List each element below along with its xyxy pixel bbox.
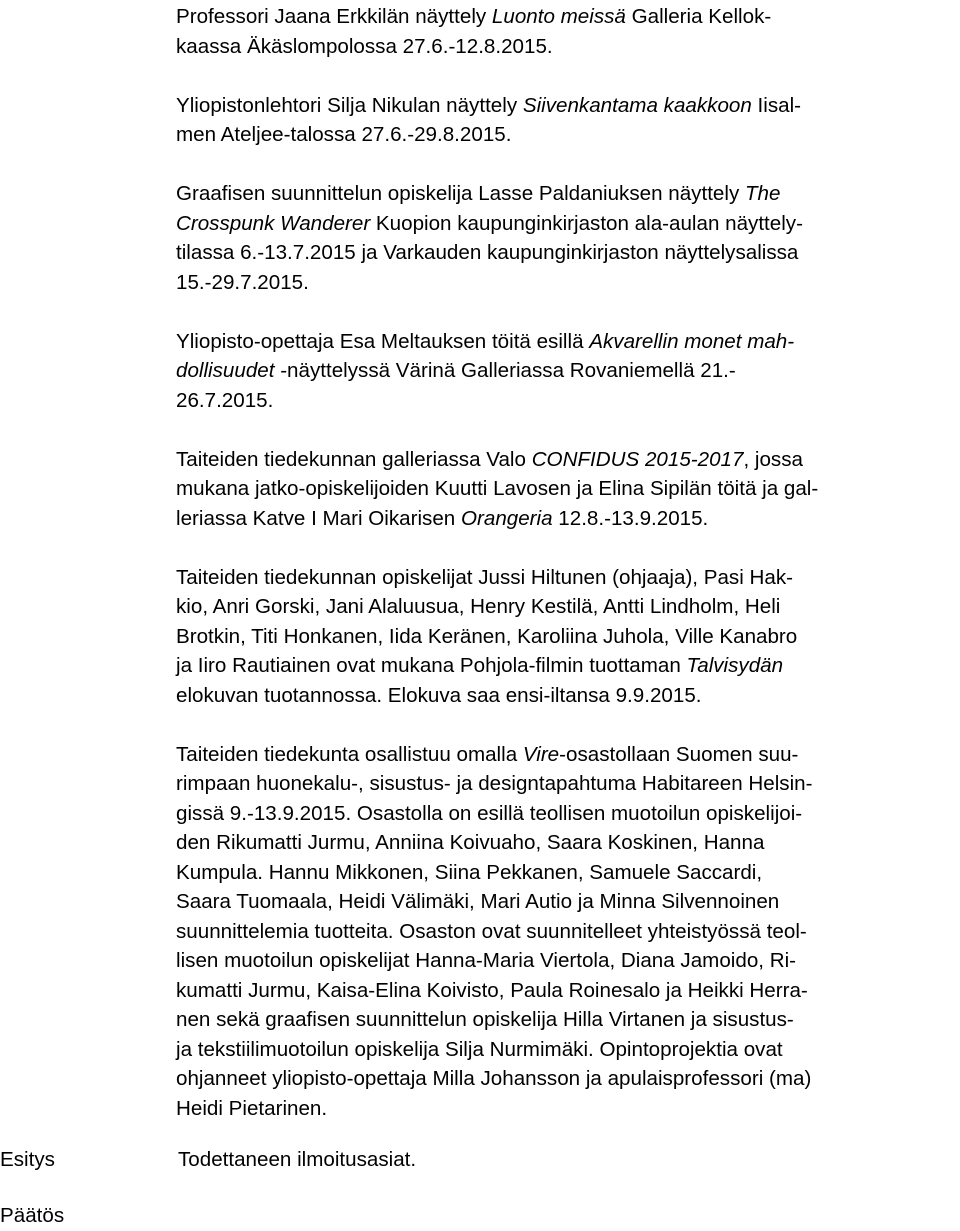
document-body <box>176 2 958 1123</box>
esitys-value: Todettaneen ilmoitusasiat. <box>178 1148 417 1171</box>
paragraph <box>176 445 958 534</box>
paragraph-text: Iisal- men Ateljee-talossa 27.6.-29.8.2015. <box>176 93 802 146</box>
italic-title: Siivenkantama kaakkoon <box>522 93 752 117</box>
italic-title: CONFIDUS 2015-2017 <box>531 447 744 471</box>
italic-title: Talvisydän <box>686 654 784 677</box>
paragraph <box>176 327 958 416</box>
paragraph-text: , jossa mukana jatko-opiskelijoiden Kuutti Lavosen ja Elina Sipilän töitä ja gal- leriassa Katve I Mari Oikarisen <box>176 447 819 530</box>
italic-title: The Crosspunk Wanderer <box>176 182 781 235</box>
paragraph-text: Galleria Kellok- kaassa Äkäslompolossa 27.6.-12.8.2015. <box>176 5 772 58</box>
paragraph <box>176 179 958 297</box>
paragraph-text: -näyttelyssä Värinä Galleriassa Rovaniemellä 21.- 26.7.2015. <box>176 359 736 412</box>
italic-title: Akvarellin monet mah- dollisuudet <box>176 329 795 382</box>
italic-title: Vire <box>522 742 560 766</box>
paragraph-text: Taiteiden tiedekunnan opiskelijat Jussi Hiltunen (ohjaaja), Pasi Hak- kio, Anri Gorski, Jani Alaluusua, Henry Kestilä, Antti Lindholm, Heli Brotkin, Titi Honkanen, Iida Keränen, Karoliina Juhola, Ville Kanabro ja Iiro Rautiainen ovat mukana Pohjola-filmin tuottaman <box>176 565 798 677</box>
italic-title: Orangeria <box>460 506 553 530</box>
paragraph-text: Taiteiden tiedekunta osallistuu omalla <box>176 742 523 766</box>
paragraph-text: Yliopistonlehtori Silja Nikulan näyttely <box>176 93 523 117</box>
paragraph <box>176 91 958 150</box>
paragraph-text: 12.8.-13.9.2015. <box>552 506 709 530</box>
italic-title: Luonto meissä <box>491 5 626 28</box>
paragraph <box>176 2 958 61</box>
paatos-label: Päätös <box>0 1204 65 1227</box>
paragraph-text: Kuopion kaupunginkirjaston ala-aulan näyttely- tilassa 6.-13.7.2015 ja Varkauden kaupunginkirjaston näyttelysalissa 15.-29.7.2015. <box>176 211 803 294</box>
paragraph <box>176 740 958 1124</box>
paragraph-text: -osastollaan Suomen suu- rimpaan huonekalu-, sisustus- ja designtapahtuma Habitareen Helsin- gissä 9.-13.9.2015. Osastolla on esillä teollisen muotoilun opiskelijoi- den Rikumatti Jurmu, Anniina Koivuaho, Saara Koskinen, Hanna Kumpula. Hannu Mikkonen, Siina Pekkanen, Samuele Saccardi, Saara Tuomaala, Heidi Välimäki, Mari Autio ja Minna Silvennoinen suunnittelemia tuotteita. Osaston ovat suunnitelleet yhteistyössä teol- lisen muotoilun opiskelijat Hanna-Maria Viertola, Diana Jamoido, Ri- kumatti Jurmu, Kaisa-Elina Koivisto, Paula Roinesalo ja Heikki Herra- nen sekä graafisen suunnittelun opiskelija Hilla Virtanen ja sisustus- ja tekstiilimuotoilun opiskelija Silja Nurmimäki. Opintoprojektia ovat ohjanneet yliopisto-opettaja Milla Johansson ja apulaisprofessori (ma) Heidi Pietarinen. <box>176 742 813 1120</box>
esitys-label: Esitys <box>0 1148 55 1171</box>
paragraph-text: Yliopisto-opettaja Esa Meltauksen töitä esillä <box>176 329 590 353</box>
paragraph-text: elokuvan tuotannossa. Elokuva saa ensi-iltansa 9.9.2015. <box>176 683 702 707</box>
paragraph-text: Professori Jaana Erkkilän näyttely <box>176 5 492 28</box>
paragraph-text: Graafisen suunnittelun opiskelija Lasse Paldaniuksen näyttely <box>176 182 745 205</box>
paragraph <box>176 563 958 711</box>
paragraph-text: Taiteiden tiedekunnan galleriassa Valo <box>176 447 532 471</box>
